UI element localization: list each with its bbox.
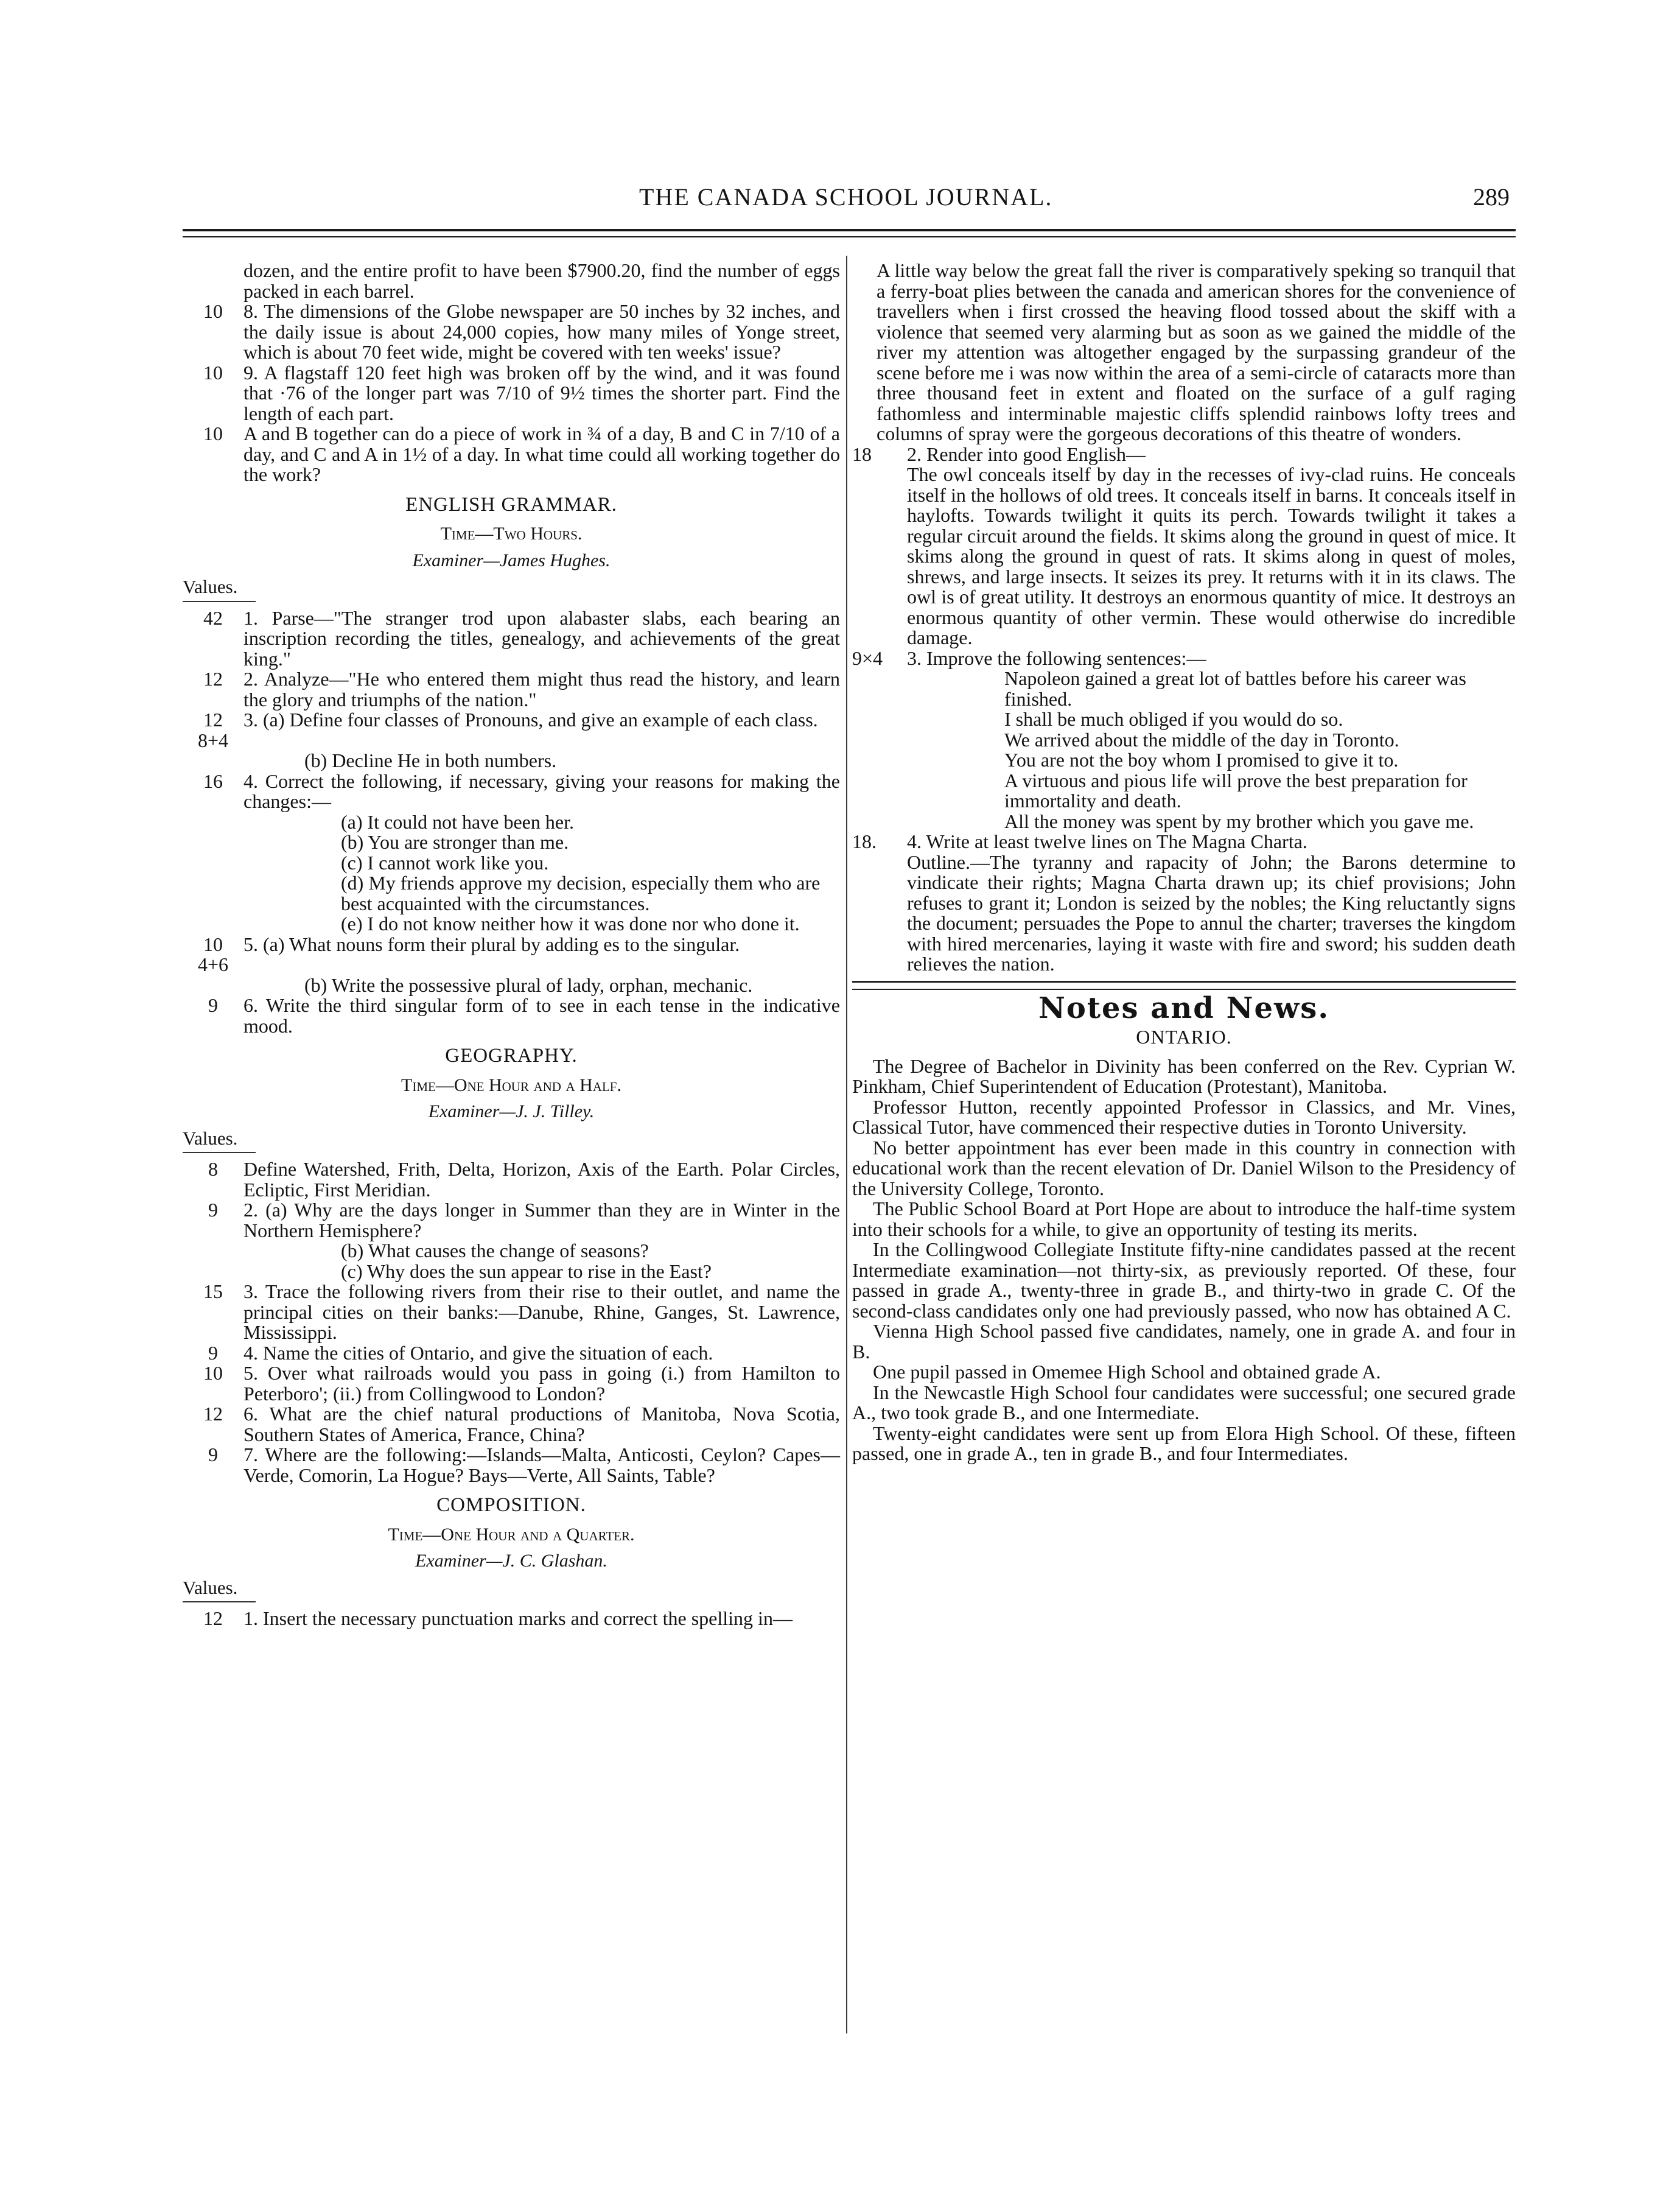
geography-q2-sub-b: (b) What causes the change of seasons? <box>341 1240 649 1261</box>
news-item: Professor Hutton, recently appointed Professor in Classics, and Mr. Vines, Classical Tutor, have commenced their respective duties in Toronto University. <box>852 1095 1516 1138</box>
geography-question-6 <box>183 1404 840 1445</box>
grammar-q4-sub-b: (b) You are stronger than me. <box>341 831 569 853</box>
sentence-1: Napoleon gained a great lot of battles before his career was finished. <box>1004 667 1466 710</box>
grammar-q4-sub-e: (e) I do not know neither how it was done nor who done it. <box>341 913 800 935</box>
values-rule <box>183 601 256 602</box>
sentence-3: We arrived about the middle of the day in Toronto. <box>1004 728 1399 751</box>
geography-values-label: Values. <box>183 1127 238 1149</box>
question-text: 4. Correct the following, if necessary, giving your reasons for making the changes:— <box>243 770 840 812</box>
punctuation-passage: A little way below the great fall the river is comparatively speking so tranquil that a ferry-boat plies between the canada and american shores for the convenience of travellers when i first crossed the heaving flood tossed about the skiff with a violence that seemed very alarming but as soon as we gained the middle of the river my attention was altogether engaged by the surpassing grandeur of the scene before me i was now within the area of a semi-circle of cataracts more than three thousand feet in extent and floated on the surface of a gulf raging fathomless and interminable majestic cliffs splendid rainbows lofty trees and columns of spray were the gorgeous decorations of this theatre of wonders. <box>877 259 1516 444</box>
question-value: 10 <box>203 300 223 322</box>
arithmetic-continuation: dozen, and the entire profit to have been $7900.20, find the number of eggs packed in each barrel. <box>243 259 840 302</box>
question-text: 5. (a) What nouns form their plural by adding es to the singular. <box>243 933 740 955</box>
grammar-question-5 <box>183 935 840 975</box>
question-text: 4. Name the cities of Ontario, and give the situation of each. <box>243 1341 713 1364</box>
section-rule <box>852 981 1516 990</box>
composition-values-label: Values. <box>183 1576 238 1598</box>
header-rule-bottom <box>183 236 1516 237</box>
question-value: 16 <box>203 770 223 792</box>
question-value: 12 8+4 <box>197 709 229 751</box>
geography-examiner: Examiner—J. J. Tilley. <box>428 1101 595 1121</box>
news-item: In the Newcastle High School four candidates were successful; one secured grade A., two took grade B., and one Intermediate. <box>852 1381 1516 1423</box>
composition-heading: COMPOSITION. <box>436 1494 586 1516</box>
arith-question-8 <box>183 301 840 363</box>
question-value: 18. <box>852 830 877 852</box>
question-text: 1. Insert the necessary punctuation marks and correct the spelling in— <box>243 1607 793 1629</box>
notes-and-news-heading: Notes and News. <box>1038 991 1330 1025</box>
running-head-title: THE CANADA SCHOOL JOURNAL. <box>639 183 1053 211</box>
question-text: 7. Where are the following:—Islands—Malta, Anticosti, Ceylon? Capes—Verde, Comorin, La Hogue? Bays—Verte, All Saints, Table? <box>243 1444 840 1486</box>
question-text: 4. Write at least twelve lines on The Magna Charta. <box>907 830 1307 852</box>
grammar-q4-sub-d: (d) My friends approve my decision, especially them who are best acquainted with the circumstances. <box>341 872 821 914</box>
question-value: 15 <box>203 1280 223 1302</box>
question-text: 3. Improve the following sentences:— <box>907 647 1206 669</box>
news-item: One pupil passed in Omemee High School and obtained grade A. <box>873 1361 1381 1383</box>
grammar-examiner: Examiner—James Hughes. <box>412 550 611 570</box>
composition-question-3 <box>852 648 1516 669</box>
values-rule <box>183 1152 256 1153</box>
question-value: 10 <box>203 423 223 444</box>
geography-question-7 <box>183 1445 840 1486</box>
news-item: No better appointment has ever been made in this country in connection with educational work than the recent elevation of Dr. Daniel Wilson to the Presidency of the University College, Toronto. <box>852 1136 1516 1199</box>
question-value: 9×4 <box>852 647 883 669</box>
grammar-q4-sub-c: (c) I cannot work like you. <box>341 851 549 874</box>
question-text: 6. Write the third singular form of to see in each tense in the indicative mood. <box>243 994 840 1037</box>
question-text: 3. Trace the following rivers from their rise to their outlet, and name the principal cities on their banks:—Danube, Rhine, Ganges, St. Lawrence, Mississippi. <box>243 1280 840 1343</box>
question-value: 9 <box>208 1341 218 1364</box>
grammar-question-2 <box>183 669 840 710</box>
news-item: In the Collingwood Collegiate Institute fifty-nine candidates passed at the recent Intermediate examination—not thirty-six, as previously reported. Of these, four passed in grade A., twenty-three in grade B., and thirty-two in grade C. Of the second-class candidates only one had previously passed, who now has obtained A C. <box>852 1238 1516 1322</box>
column-divider <box>846 256 847 2033</box>
grammar-q4-sub-a: (a) It could not have been her. <box>341 810 574 833</box>
geography-time: Time—One Hour and a Half. <box>401 1075 621 1095</box>
question-value: 10 <box>203 1362 223 1384</box>
sentence-6: All the money was spent by my brother which you gave me. <box>1004 810 1474 832</box>
geography-question-5 <box>183 1363 840 1404</box>
question-value: 12 <box>203 1607 223 1629</box>
question-text: 2. Render into good English— <box>907 443 1146 465</box>
composition-question-4 <box>852 832 1516 852</box>
grammar-values-label: Values. <box>183 576 238 597</box>
magna-charta-outline: Outline.—The tyranny and rapacity of John; the Barons determine to vindicate their rights; Magna Charta drawn up; its chief provisions; John refuses to grant it; London is seized by the nobles; the King reluctantly signs the document; persuades the Pope to annul the charter; traverses the kingdom with hired mercenaries, laying it waste with fire and sword; his sudden death relieves the nation. <box>907 851 1516 975</box>
grammar-question-5b: (b) Write the possessive plural of lady, orphan, mechanic. <box>304 974 753 996</box>
question-value: 9 <box>208 1199 218 1221</box>
sentence-4: You are not the boy whom I promised to give it to. <box>1004 749 1399 771</box>
right-column <box>852 261 1516 1464</box>
geography-question-1 <box>183 1159 840 1200</box>
header-rule-top <box>183 229 1516 231</box>
geography-question-2 <box>183 1200 840 1241</box>
values-rule <box>183 1601 256 1602</box>
grammar-question-1 <box>183 608 840 670</box>
geography-question-4 <box>183 1343 840 1364</box>
geography-heading: GEOGRAPHY. <box>445 1045 578 1067</box>
ontario-heading: ONTARIO. <box>1136 1026 1232 1048</box>
page-number: 289 <box>1473 183 1510 211</box>
geography-q2-sub-c: (c) Why does the sun appear to rise in the East? <box>341 1260 712 1282</box>
owl-passage: The owl conceals itself by day in the recesses of ivy-clad ruins. He conceals itself in the hollows of old trees. It conceals itself in barns. It conceals itself in haylofts. Towards twilight it quits its perch. Towards twilight it takes a regular circuit around the fields. It skims along the ground in quest of mice. It skims along the ground in quest of rats. It skims along in quest of moles, shrews, and large insects. It seizes its prey. It returns with it in its claws. The owl is of great utility. It destroys an enormous quantity of mice. It destroys an enormous quantity of other vermin. These would otherwise do incredible damage. <box>907 463 1516 648</box>
composition-time: Time—One Hour and a Quarter. <box>388 1524 635 1545</box>
geography-question-3 <box>183 1282 840 1343</box>
grammar-question-4 <box>183 771 840 812</box>
sentence-2: I shall be much obliged if you would do so. <box>1004 708 1343 730</box>
question-value: 18 <box>852 443 872 465</box>
question-value: 9 <box>208 1444 218 1465</box>
news-item: The Public School Board at Port Hope are about to introduce the half-time system into their schools for a while, to give an opportunity of testing its merits. <box>852 1198 1516 1240</box>
question-value: 9 <box>208 994 218 1016</box>
question-value: 12 <box>203 668 223 690</box>
question-text: A and B together can do a piece of work in ¾ of a day, B and C in 7/10 of a day, and C and A in 1½ of a day. In what time could all working together do the work? <box>243 423 840 485</box>
news-item: Twenty-eight candidates were sent up from Elora High School. Of these, fifteen passed, one in grade A., ten in grade B., and four Intermediates. <box>852 1422 1516 1464</box>
question-text: 2. (a) Why are the days longer in Summer than they are in Winter in the Northern Hemisphere? <box>243 1199 840 1241</box>
question-value: 10 4+6 <box>197 933 229 975</box>
question-text: 9. A flagstaff 120 feet high was broken off by the wind, and it was found that ·76 of the longer part was 7/10 of 9½ times the shorter part. Find the length of each part. <box>243 361 840 424</box>
question-text: 6. What are the chief natural productions of Manitoba, Nova Scotia, Southern States of America, France, China? <box>243 1403 840 1445</box>
composition-question-2 <box>852 444 1516 465</box>
question-text: Define Watershed, Frith, Delta, Horizon, Axis of the Earth. Polar Circles, Ecliptic, First Meridian. <box>243 1158 840 1201</box>
question-text: 8. The dimensions of the Globe newspaper are 50 inches by 32 inches, and the daily issue is about 24,000 copies, how many miles of Yonge street, which is about 70 feet wide, might be covered with ten weeks' issue? <box>243 300 840 363</box>
grammar-heading: ENGLISH GRAMMAR. <box>405 493 617 516</box>
news-item: Vienna High School passed five candidates, namely, one in grade A. and four in B. <box>852 1320 1516 1363</box>
question-value: 10 <box>203 361 223 384</box>
question-text: 1. Parse—"The stranger trod upon alabaster slabs, each bearing an inscription recording the titles, genealogy, and achievements of the great king." <box>243 606 840 670</box>
question-value: 12 <box>203 1403 223 1425</box>
sentence-5: A virtuous and pious life will prove the best preparation for immortality and death. <box>1004 769 1468 812</box>
left-column <box>183 261 840 1629</box>
question-text: 2. Analyze—"He who entered them might thus read the history, and learn the glory and triumphs of the nation." <box>243 668 840 711</box>
grammar-question-3 <box>183 710 840 751</box>
grammar-time: Time—Two Hours. <box>440 524 583 544</box>
question-value: 8 <box>208 1158 218 1180</box>
question-value: 42 <box>203 606 223 629</box>
grammar-question-6 <box>183 995 840 1036</box>
question-text: 3. (a) Define four classes of Pronouns, and give an example of each class. <box>243 709 818 731</box>
grammar-question-3b: (b) Decline He in both numbers. <box>304 749 557 771</box>
arith-question-9 <box>183 363 840 424</box>
composition-examiner: Examiner—J. C. Glashan. <box>415 1551 607 1571</box>
news-item: The Degree of Bachelor in Divinity has been conferred on the Rev. Cyprian W. Pinkham, Chief Superintendent of Education (Protestant), Manitoba. <box>852 1054 1516 1097</box>
arith-question-10 <box>183 424 840 485</box>
composition-question-1 <box>183 1609 840 1629</box>
question-text: 5. Over what railroads would you pass in going (i.) from Hamilton to Peterboro'; (ii.) from Collingwood to London? <box>243 1362 840 1405</box>
